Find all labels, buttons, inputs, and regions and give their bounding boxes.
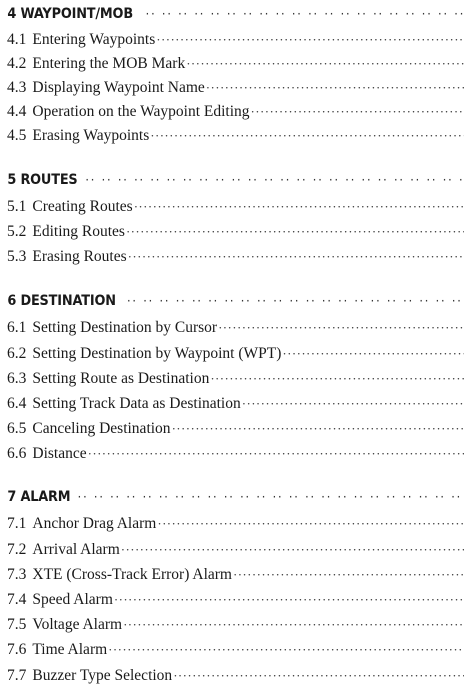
entry-number: 7.5 [7,616,27,633]
dot-leader [120,542,464,558]
section-heading-alarm [0,489,464,511]
entry-title: Setting Destination by Cursor [32,319,218,336]
section-heading-routes [0,172,464,194]
entry-title: Arrival Alarm [32,541,120,558]
toc-entry [0,79,464,101]
entry-number: 7.6 [7,641,27,658]
section-heading-destination [0,293,464,315]
toc-entry [0,223,464,245]
entry-number: 6.5 [7,420,27,437]
toc-entry [0,345,464,367]
entry-number: 7.7 [7,667,27,684]
dot-leader [87,446,464,462]
dot-leader [156,516,464,532]
dot-leader [84,173,464,187]
entry-number: 5.2 [7,223,27,240]
toc-entry [0,370,464,392]
entry-title: Voltage Alarm [32,616,123,633]
toc-entry [0,616,464,638]
entry-number: 6.6 [7,445,27,462]
entry-title: XTE (Cross-Track Error) Alarm [32,566,232,583]
entry-title: Buzzer Type Selection [32,667,173,684]
toc-entry [0,667,464,689]
entry-number: 4.3 [7,79,27,96]
toc-entry [0,31,464,53]
toc-entry [0,198,464,220]
dot-leader [209,371,464,387]
dot-leader [172,668,464,684]
entry-number: 7.4 [7,591,27,608]
toc-entry [0,319,464,341]
entry-title: Distance [32,445,87,462]
entry-number: 6.2 [7,345,27,362]
entry-title: Setting Destination by Waypoint (WPT) [32,345,282,362]
toc-entry [0,515,464,537]
dot-leader [127,249,464,265]
dot-leader [250,104,464,120]
section-heading-text: 6 DESTINATION [7,293,116,309]
entry-number: 4.2 [7,55,27,72]
entry-title: Erasing Waypoints [32,127,150,144]
toc-entry [0,445,464,467]
toc-entry [0,641,464,663]
entry-title: Creating Routes [32,198,133,215]
entry-number: 6.1 [7,319,27,336]
dot-leader [205,80,464,96]
dot-leader [126,294,464,308]
dot-leader [133,199,464,215]
dot-leader [149,128,464,144]
entry-title: Canceling Destination [32,420,171,437]
dot-leader [77,490,464,504]
entry-title: Entering Waypoints [32,31,156,48]
entry-title: Anchor Drag Alarm [32,515,157,532]
entry-number: 7.2 [7,541,27,558]
toc-entry [0,591,464,613]
dot-leader [241,396,464,412]
entry-title: Displaying Waypoint Name [32,79,205,96]
entry-number: 4.5 [7,127,27,144]
entry-number: 7.3 [7,566,27,583]
toc-entry [0,541,464,563]
entry-title: Setting Track Data as Destination [32,395,241,412]
dot-leader [145,7,464,21]
dot-leader [113,592,464,608]
dot-leader [171,421,464,437]
toc-entry [0,55,464,77]
entry-title: Operation on the Waypoint Editing [32,103,250,120]
entry-number: 4.1 [7,31,27,48]
entry-title: Entering the MOB Mark [32,55,186,72]
entry-number: 5.3 [7,248,27,265]
entry-title: Speed Alarm [32,591,113,608]
entry-number: 6.4 [7,395,27,412]
dot-leader [125,224,464,240]
dot-leader [185,56,464,72]
toc-entry [0,420,464,442]
entry-title: Erasing Routes [32,248,127,265]
entry-number: 7.1 [7,515,27,532]
dot-leader [122,617,464,633]
entry-number: 4.4 [7,103,27,120]
dot-leader [281,346,464,362]
entry-number: 6.3 [7,370,27,387]
dot-leader [107,642,464,658]
section-heading-text: 7 ALARM [7,489,71,505]
dot-leader [155,32,464,48]
entry-title: Time Alarm [32,641,108,658]
section-heading-text: 5 ROUTES [7,172,78,188]
toc-entry [0,127,464,149]
toc-entry [0,103,464,125]
entry-number: 5.1 [7,198,27,215]
toc-entry [0,566,464,588]
entry-title: Editing Routes [32,223,125,240]
section-heading-waypoint-mob [0,6,464,28]
toc-entry [0,248,464,270]
section-heading-text: 4 WAYPOINT/MOB [7,6,133,22]
toc-entry [0,395,464,417]
dot-leader [217,320,464,336]
entry-title: Setting Route as Destination [32,370,210,387]
dot-leader [232,567,464,583]
